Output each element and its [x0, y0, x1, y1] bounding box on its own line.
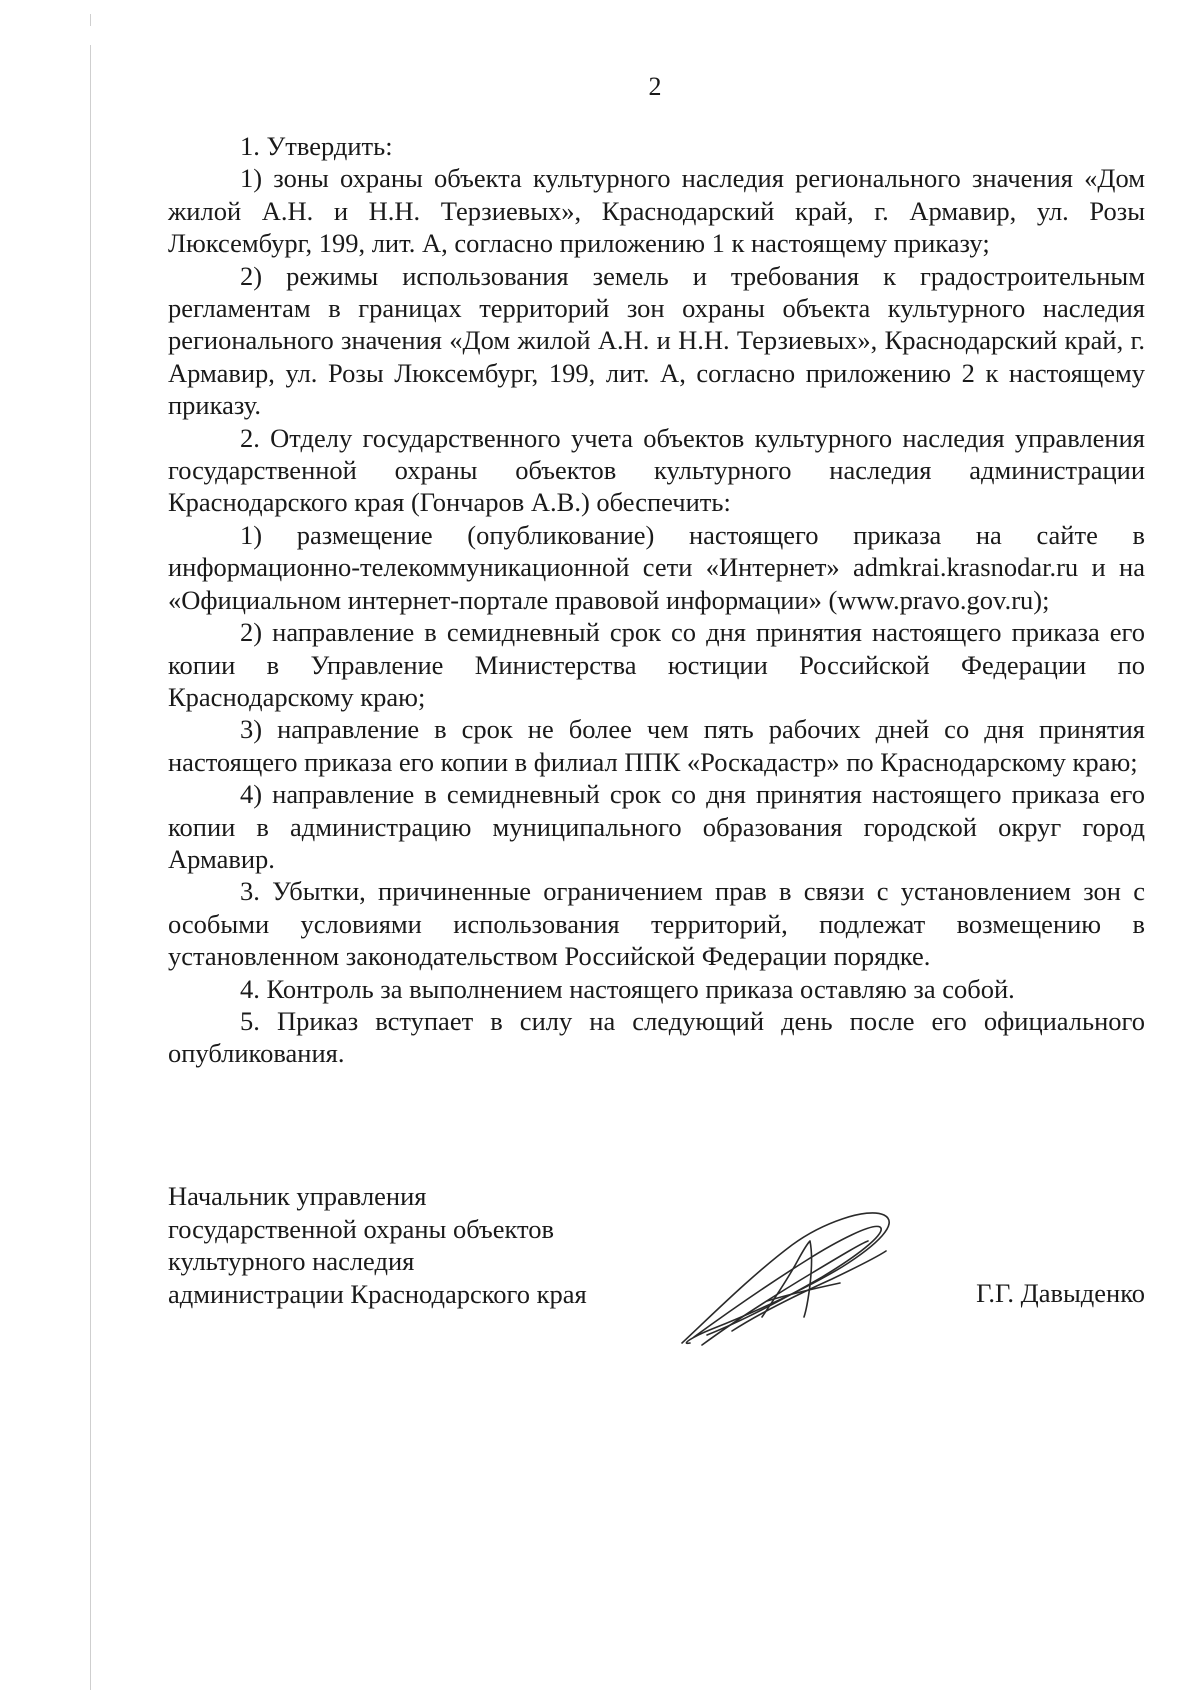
paragraph-approve-item-2: 2) режимы использования земель и требования к градостроительным регламентам в границах территорий зон охраны объекта культурного наследия регионального значения «Дом жилой А.Н. и Н.Н. Терзиевых», Краснодарский край, г. Армавир, ул. Розы Люксембург, 199, лит. А, согласно приложению 2 к настоящему приказу. [168, 260, 1145, 421]
paragraph-duty-item-3: 3) направление в срок не более чем пять рабочих дней со дня принятия настоящего приказа его копии в филиал ППК «Роскадастр» по Краснодарскому краю; [168, 714, 1145, 777]
signer-title-line: государственной охраны объектов [168, 1213, 555, 1244]
paragraph-department-duty: 2. Отделу государственного учета объектов культурного наследия управления государственной охраны объектов культурного наследия администрации Краснодарского края (Гончаров А.В.) обеспечить: [168, 422, 1145, 518]
signer-title-line: Начальник управления [168, 1181, 427, 1211]
paragraph-approve: 1. Утвердить: [240, 131, 393, 161]
paragraph-effective-date: 5. Приказ вступает в силу на следующий день после его официального опубликования. [168, 1005, 1145, 1069]
paragraph-duty-item-4: 4) направление в семидневный срок со дня принятия настоящего приказа его копии в администрацию муниципального образования городской округ город Армавир. [168, 779, 1145, 874]
paragraph-duty-item-1: 1) размещение (опубликование) настоящего приказа на сайте в информационно-телекоммуникационной сети «Интернет» admkrai.krasnodar.ru и на «Официальном интернет-портале правовой информации» (www.pravo.gov.ru); [168, 519, 1145, 615]
signer-title-line: культурного наследия [168, 1246, 415, 1276]
scan-margin-line [90, 45, 91, 1690]
paragraph-duty-item-2: 2) направление в семидневный срок со дня принятия настоящего приказа его копии в Управление Министерства юстиции Российской Федерации по Краснодарскому краю; [168, 617, 1145, 712]
scan-margin-tick [90, 14, 91, 26]
paragraph-control: 4. Контроль за выполнением настоящего приказа оставляю за собой. [240, 973, 1015, 1004]
paragraph-losses: 3. Убытки, причиненные ограничением прав в связи с установлением зон с особыми условиями использования территорий, подлежат возмещению в установленном законодательством Российской Федерации порядке. [168, 876, 1145, 972]
paragraph-approve-item-1: 1) зоны охраны объекта культурного наследия регионального значения «Дом жилой А.Н. и Н.Н. Терзиевых», Краснодарский край, г. Армавир, ул. Розы Люксембург, 199, лит. А, согласно приложению 1 к настоящему приказу; [168, 163, 1145, 259]
page-number: 2 [648, 72, 662, 101]
signature-block [168, 1180, 1145, 1310]
document-body [168, 130, 1145, 1070]
handwritten-signature [672, 1205, 902, 1355]
signer-title-line: администрации Краснодарского края [168, 1278, 587, 1309]
signer-name: Г.Г. Давыденко [976, 1278, 1145, 1308]
